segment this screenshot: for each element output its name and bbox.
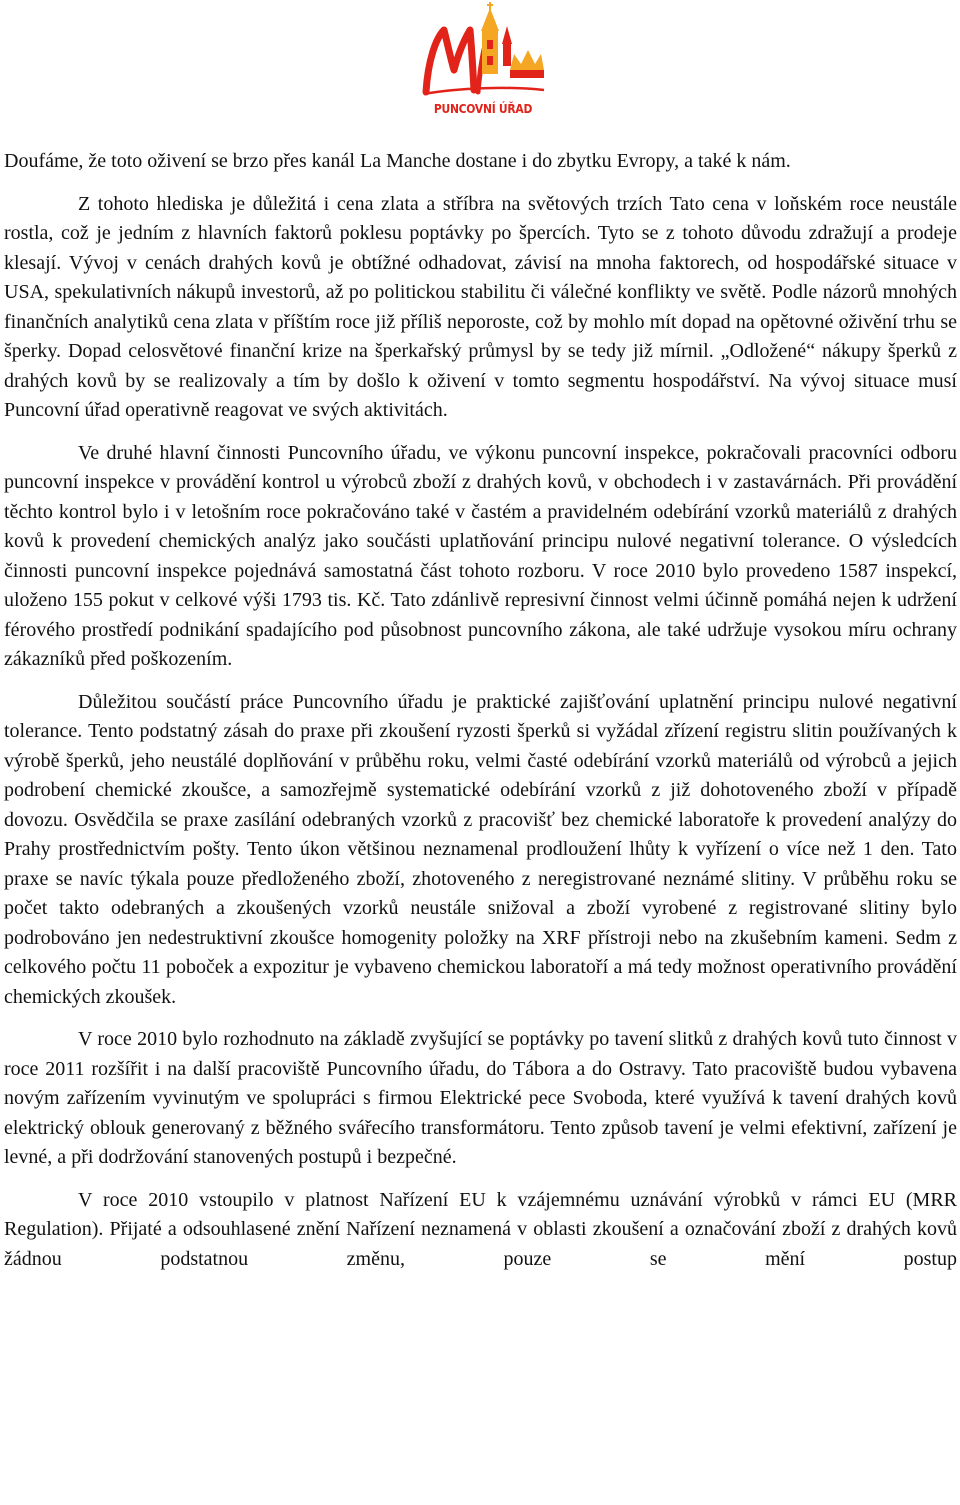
paragraph-6: V roce 2010 vstoupilo v platnost Nařízení EU k vzájemnému uznávání výrobků v rámci EU (MRR Regulation). Přijaté a odsouhlasené znění Nařízení neznamená v oblasti zkoušení a označování zboží z drahých kovů žádnou podstatnou změnu, pouze se mění postup	[4, 1188, 957, 1270]
paragraph-1: Doufáme, že toto oživení se brzo přes kanál La Manche dostane i do zbytku Evropy, a také k nám.	[4, 150, 791, 172]
logo-emblem-icon	[418, 0, 548, 100]
logo-text: PUNCOVNÍ ÚŘAD	[433, 101, 533, 116]
puncovni-urad-logo	[418, 0, 548, 128]
document-body	[4, 147, 957, 1274]
paragraph-4: Důležitou součástí práce Puncovního úřadu je praktické zajišťování uplatnění principu nulové negativní tolerance. Tento podstatný zásah do praxe při zkoušení ryzosti šperků si vyžádal zřízení registru slitin používaných k výrobě šperků, jeho neustálé doplňování v průběhu roku, velmi časté odebírání vzorků materiálů od výrobců a jejich podrobení chemické zkoušce, a samozřejmě systematické odebírání vzorků z již dohotoveného zboží v případě dovozu. Osvědčila se praxe zasílání odebraných vzorků z pracovišť bez chemické laboratoře k provedení analýzy do Prahy prostřednictvím pošty. Tento úkon většinou neznamenal prodloužení lhůty k vyřízení o více než 1 den. Tato praxe se navíc týkala pouze předloženého zboží, zhotoveného z neregistrované neznámé slitiny. V průběhu roku se počet takto odebraných a zkoušených vzorků neustále snižoval a zboží vyrobené z registrované slitiny bylo podrobováno jen nedestruktivní zkoušce homogenity položky na XRF přístroji nebo na zkušebním kameni. Sedm z celkového počtu 11 poboček a expozitur je vybaveno chemickou laboratoří a má tedy možnost operativního provádění chemických zkoušek.	[4, 690, 957, 1008]
paragraph-3: Ve druhé hlavní činnosti Puncovního úřadu, ve výkonu puncovní inspekce, pokračovali pracovníci odboru puncovní inspekce v provádění kontrol u výrobců zboží z drahých kovů, v obchodech i v zastavárnách. Při provádění těchto kontrol bylo i v letošním roce pokračováno také v častém a pravidelném odebírání vzorků materiálů z drahých kovů k provedení chemických analýz jako součásti uplatňování principu nulové negativní tolerance. O výsledcích činnosti puncovní inspekce pojednává samostatná část tohoto rozboru. V roce 2010 bylo provedeno 1587 inspekcí, uloženo 155 pokut v celkové výši 1793 tis. Kč. Tato zdánlivě represivní činnost velmi účinně pomáhá nejen k udržení férového prostředí podnikání spadajícího pod působnost puncovního zákona, ale také udržuje vysokou míru ochrany zákazníků před poškozením.	[4, 441, 957, 670]
paragraph-5: V roce 2010 bylo rozhodnuto na základě zvyšující se poptávky po tavení slitků z drahých kovů tuto činnost v roce 2011 rozšířit i na další pracoviště Puncovního úřadu, do Tábora a do Ostravy. Tato pracoviště budou vybavena novým zařízením vyvinutým ve spolupráci s firmou Elektrické pece Svoboda, které využívá k tavení drahých kovů elektrický oblouk generovaný z běžného svářecího transformátoru. Tento způsob tavení je velmi efektivní, zařízení je levné, a při dodržování stanovených postupů i bezpečné.	[4, 1028, 957, 1168]
paragraph-2: Z tohoto hlediska je důležitá i cena zlata a stříbra na světových trzích Tato cena v loňském roce neustále rostla, což je jedním z hlavních faktorů poklesu poptávky po špercích. Tyto se z tohoto důvodu zdražují a prodeje klesají. Vývoj v cenách drahých kovů je obtížné odhadovat, závisí na mnoha faktorech, od hospodářské situace v USA, spekulativních nákupů investorů, až po politickou stabilitu či válečné konflikty ve světě. Podle názorů mnohých finančních analytiků cena zlata v příštím roce již příliš neporoste, což by mohlo mít dopad na opětovné oživění trhu se šperky. Dopad celosvětové finanční krize na šperkařský průmysl by se tedy již mírnil. „Odložené“ nákupy šperků z drahých kovů by se realizovaly a tím by došlo k oživení v tomto segmentu hospodářství. Na vývoj situace musí Puncovní úřad operativně reagovat ve svých aktivitách.	[4, 192, 957, 421]
